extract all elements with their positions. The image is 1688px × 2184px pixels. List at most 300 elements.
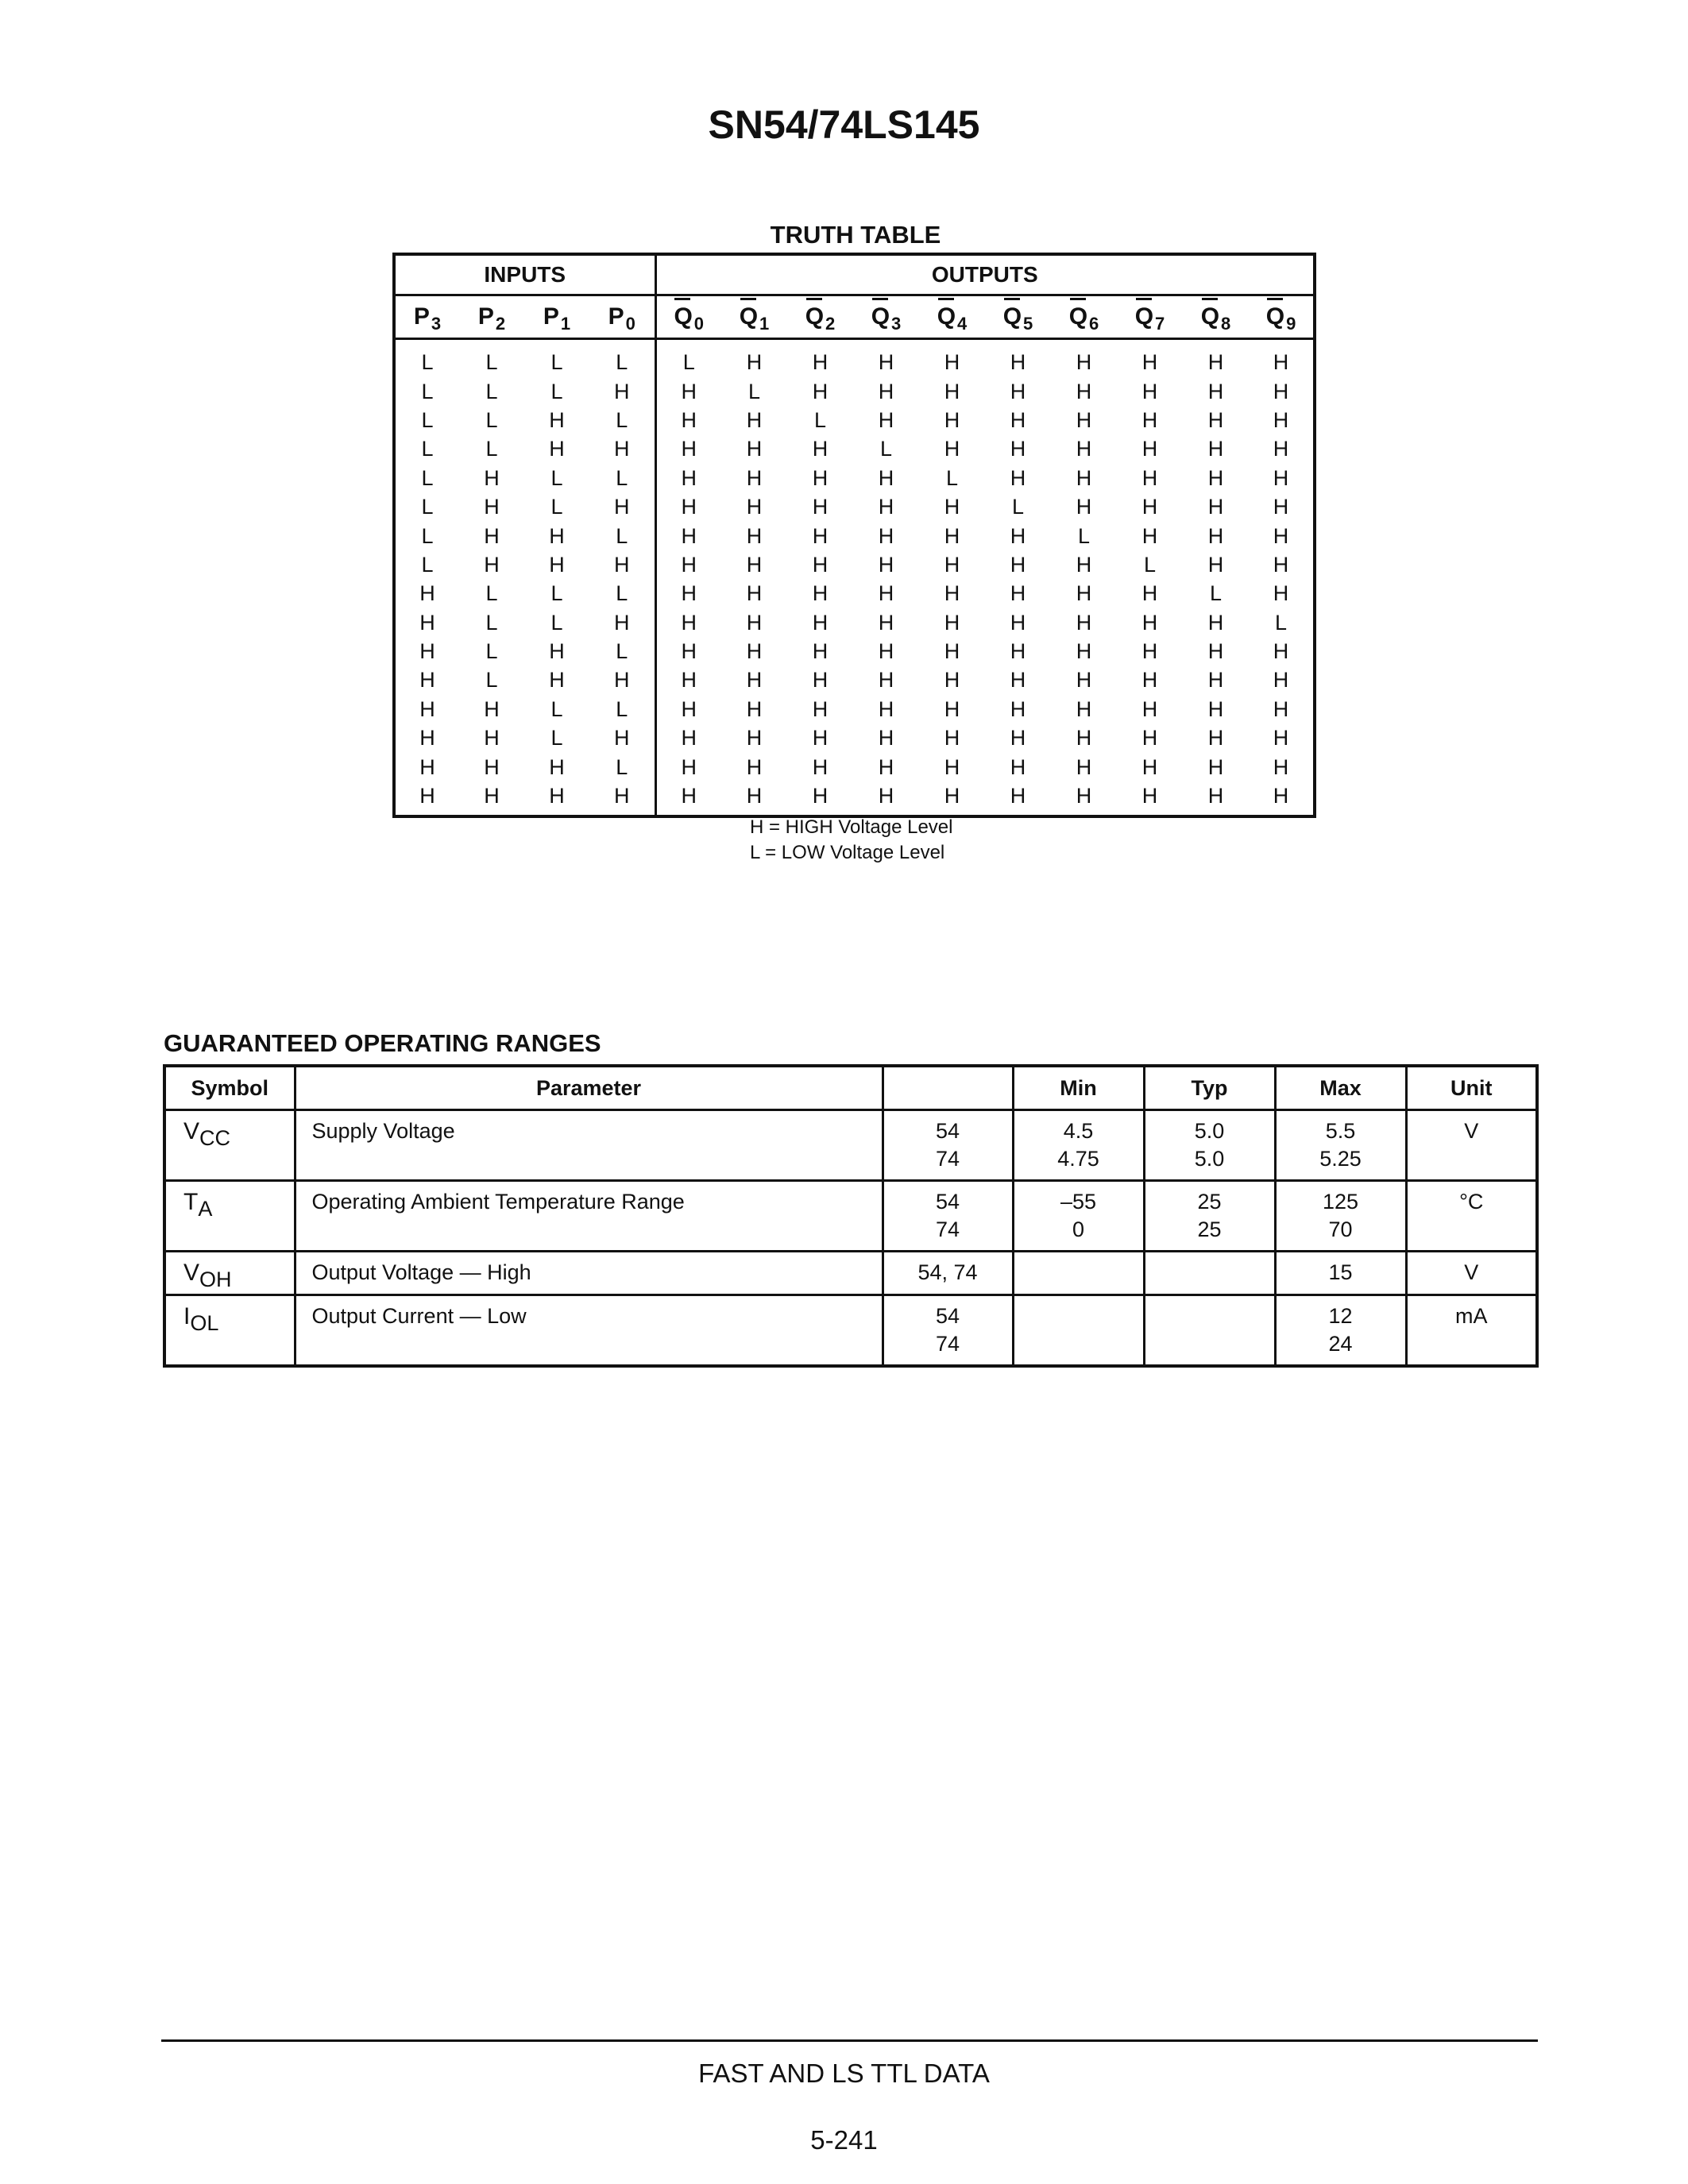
table-cell: H: [589, 723, 655, 752]
table-cell: L: [485, 610, 498, 635]
table-cell: H: [681, 639, 697, 664]
table-cell: H: [1076, 581, 1092, 606]
table-cell: L: [550, 379, 563, 403]
table-cell: L: [485, 639, 498, 664]
overbar: [674, 298, 690, 300]
table-cell: L: [1209, 581, 1223, 606]
table-cell: H: [1273, 407, 1289, 432]
table-cell: L: [682, 350, 695, 375]
table-cell: H: [944, 437, 960, 461]
table-cell: H: [1076, 495, 1092, 519]
table-cell: H: [681, 726, 697, 751]
col-subscript: 2: [825, 314, 836, 334]
table-row: [394, 464, 1315, 492]
footer-text: FAST AND LS TTL DATA: [698, 2059, 990, 2088]
table-cell: H: [1207, 726, 1224, 751]
output-col-header-q0: [655, 295, 721, 339]
table-cell: H: [1010, 581, 1026, 606]
typ-cell: [1144, 1252, 1275, 1295]
table-cell: H: [1010, 379, 1026, 403]
table-cell: L: [421, 437, 434, 461]
typ-value: 25: [1197, 1190, 1222, 1214]
overbar: [1202, 298, 1218, 300]
table-cell: L: [747, 379, 761, 403]
col-letter: Q: [1068, 303, 1088, 330]
table-cell: H: [878, 552, 894, 577]
table-cell: H: [944, 754, 960, 779]
table-cell: H: [484, 696, 500, 721]
table-cell: H: [1141, 350, 1158, 375]
parameter-cell: Supply Voltage: [295, 1110, 883, 1181]
table-cell: H: [944, 726, 960, 751]
col-letter: P: [608, 303, 624, 330]
page-number: 5-241: [810, 2125, 878, 2155]
table-cell: H: [1010, 523, 1026, 548]
table-cell: L: [589, 637, 655, 666]
min-cell: [1013, 1252, 1144, 1295]
min-value: 4.75: [1057, 1147, 1099, 1171]
table-cell: H: [1010, 784, 1026, 808]
max-value: 12: [1328, 1304, 1353, 1328]
inputs-group-header: INPUTS: [394, 254, 655, 295]
table-cell: H: [1207, 552, 1224, 577]
table-cell: H: [484, 754, 500, 779]
table-cell: L: [485, 437, 498, 461]
overbar: [1070, 298, 1086, 300]
table-cell: H: [878, 465, 894, 490]
table-cell: H: [549, 523, 565, 548]
overbar: [740, 298, 756, 300]
table-cell: H: [681, 784, 697, 808]
table-row: [394, 781, 1315, 816]
table-cell: H: [878, 639, 894, 664]
col-letter: Q: [1134, 303, 1154, 330]
table-cell: H: [589, 492, 655, 521]
table-cell: H: [878, 350, 894, 375]
table-cell: H: [681, 754, 697, 779]
table-cell: H: [1207, 696, 1224, 721]
table-cell: H: [944, 379, 960, 403]
table-cell: H: [746, 495, 763, 519]
active-low-label: [674, 303, 705, 334]
table-cell: H: [1141, 696, 1158, 721]
min-cell: [1013, 1181, 1144, 1252]
table-cell: H: [746, 610, 763, 635]
col-letter: Q: [674, 303, 693, 330]
table-cell: L: [421, 495, 434, 519]
table-cell: L: [485, 407, 498, 432]
table-cell: H: [1076, 407, 1092, 432]
table-cell: H: [746, 350, 763, 375]
input-col-header-p3: [394, 295, 459, 339]
table-row: [394, 550, 1315, 579]
table-cell: H: [549, 784, 565, 808]
table-cell: L: [879, 437, 893, 461]
table-cell: L: [421, 350, 434, 375]
table-cell: H: [1273, 784, 1289, 808]
table-row: [394, 492, 1315, 521]
table-cell: L: [1143, 552, 1157, 577]
col-letter: Q: [805, 303, 825, 330]
table-cell: H: [681, 523, 697, 548]
table-cell: H: [812, 437, 829, 461]
table-cell: H: [878, 754, 894, 779]
input-col-header-p2: [459, 295, 524, 339]
header-device: [883, 1066, 1013, 1110]
table-cell: H: [549, 639, 565, 664]
table-cell: H: [1273, 726, 1289, 751]
table-cell: H: [878, 407, 894, 432]
device-cell: [883, 1295, 1013, 1367]
table-cell: H: [681, 610, 697, 635]
overbar: [1004, 298, 1020, 300]
table-cell: H: [681, 696, 697, 721]
table-cell: H: [681, 668, 697, 693]
table-cell: H: [549, 668, 565, 693]
col-letter: Q: [1265, 303, 1285, 330]
table-cell: L: [589, 339, 655, 377]
table-cell: H: [1141, 523, 1158, 548]
table-cell: H: [681, 581, 697, 606]
table-cell: L: [589, 579, 655, 608]
symbol-cell: [164, 1181, 295, 1252]
table-cell: H: [1141, 379, 1158, 403]
table-cell: H: [1141, 639, 1158, 664]
table-cell: H: [878, 581, 894, 606]
symbol-subscript: OL: [190, 1311, 219, 1335]
legend-low: L = LOW Voltage Level: [750, 842, 945, 863]
table-cell: H: [746, 696, 763, 721]
table-cell: L: [550, 465, 563, 490]
table-cell: L: [550, 495, 563, 519]
table-cell: H: [681, 407, 697, 432]
col-subscript: 0: [625, 314, 635, 334]
overbar: [1136, 298, 1152, 300]
output-col-header-q2: [787, 295, 853, 339]
table-cell: H: [1141, 668, 1158, 693]
table-cell: H: [812, 726, 829, 751]
max-cell: [1275, 1110, 1406, 1181]
active-low-label: [1200, 303, 1231, 334]
table-cell: H: [1273, 495, 1289, 519]
table-cell: H: [549, 754, 565, 779]
overbar: [806, 298, 822, 300]
active-low-label: [1134, 303, 1165, 334]
table-cell: H: [746, 581, 763, 606]
typ-value: 5.0: [1194, 1147, 1225, 1171]
symbol-cell: [164, 1110, 295, 1181]
table-cell: H: [1141, 726, 1158, 751]
table-cell: H: [812, 523, 829, 548]
unit-cell: V: [1406, 1252, 1537, 1295]
table-cell: H: [1010, 639, 1026, 664]
table-cell: H: [746, 784, 763, 808]
table-cell: H: [1207, 495, 1224, 519]
table-cell: H: [484, 465, 500, 490]
symbol-letter: V: [183, 1118, 200, 1144]
table-cell: H: [1076, 784, 1092, 808]
device-value: 54, 74: [917, 1260, 978, 1284]
table-cell: H: [1010, 696, 1026, 721]
table-row: [164, 1252, 1537, 1295]
table-cell: H: [1010, 407, 1026, 432]
output-col-header-q4: [919, 295, 985, 339]
col-subscript: 9: [1286, 314, 1296, 334]
table-cell: H: [419, 668, 435, 693]
table-cell: H: [944, 552, 960, 577]
table-cell: H: [549, 552, 565, 577]
table-cell: H: [746, 465, 763, 490]
max-value: 5.5: [1325, 1119, 1356, 1143]
table-cell: L: [550, 350, 563, 375]
typ-value: 25: [1197, 1217, 1222, 1241]
table-cell: L: [813, 407, 827, 432]
table-cell: H: [944, 495, 960, 519]
table-cell: H: [589, 376, 655, 405]
table-cell: H: [944, 784, 960, 808]
table-cell: H: [681, 437, 697, 461]
output-col-header-q8: [1183, 295, 1249, 339]
table-cell: H: [1273, 523, 1289, 548]
table-cell: H: [1076, 754, 1092, 779]
table-cell: H: [1207, 465, 1224, 490]
table-cell: H: [812, 581, 829, 606]
table-row: [394, 666, 1315, 694]
table-cell: L: [421, 523, 434, 548]
table-cell: H: [878, 523, 894, 548]
symbol-cell: [164, 1295, 295, 1367]
col-subscript: 8: [1221, 314, 1231, 334]
table-cell: H: [746, 437, 763, 461]
table-cell: L: [589, 695, 655, 723]
table-cell: L: [589, 464, 655, 492]
table-cell: H: [589, 781, 655, 816]
table-cell: H: [1141, 407, 1158, 432]
table-cell: L: [1275, 610, 1288, 635]
col-letter: P: [543, 303, 559, 330]
header-symbol: Symbol: [164, 1066, 295, 1110]
table-cell: L: [485, 581, 498, 606]
table-cell: H: [1076, 726, 1092, 751]
active-low-label: [937, 303, 968, 334]
table-row: [394, 637, 1315, 666]
symbol-cell: [164, 1252, 295, 1295]
table-cell: H: [419, 726, 435, 751]
table-cell: L: [1011, 495, 1025, 519]
parameter-cell: Operating Ambient Temperature Range: [295, 1181, 883, 1252]
table-row: [164, 1110, 1537, 1181]
max-cell: [1275, 1252, 1406, 1295]
table-cell: H: [1273, 350, 1289, 375]
table-cell: H: [944, 407, 960, 432]
device-value: 54: [935, 1304, 960, 1328]
output-col-header-q5: [985, 295, 1051, 339]
max-cell: [1275, 1181, 1406, 1252]
input-col-header-p0: [589, 295, 655, 339]
table-cell: H: [1207, 610, 1224, 635]
header-parameter: Parameter: [295, 1066, 883, 1110]
table-cell: L: [589, 521, 655, 550]
table-cell: H: [878, 379, 894, 403]
active-low-label: [805, 303, 836, 334]
table-cell: H: [484, 523, 500, 548]
max-cell: [1275, 1295, 1406, 1367]
parameter-cell: Output Current — Low: [295, 1295, 883, 1367]
table-cell: H: [812, 639, 829, 664]
overbar: [1267, 298, 1283, 300]
table-cell: H: [549, 407, 565, 432]
table-cell: H: [812, 465, 829, 490]
table-cell: H: [1273, 696, 1289, 721]
min-value: 4.5: [1063, 1119, 1094, 1143]
table-cell: H: [1273, 581, 1289, 606]
active-low-label: [739, 303, 770, 334]
table-row: [394, 521, 1315, 550]
table-cell: H: [746, 726, 763, 751]
col-letter: Q: [1002, 303, 1022, 330]
symbol-subscript: A: [198, 1197, 213, 1221]
min-cell: [1013, 1295, 1144, 1367]
table-cell: H: [419, 754, 435, 779]
col-subscript: 3: [891, 314, 902, 334]
unit-cell: °C: [1406, 1181, 1537, 1252]
symbol-subscript: OH: [199, 1268, 232, 1291]
table-cell: H: [812, 350, 829, 375]
table-cell: H: [1207, 379, 1224, 403]
col-letter: Q: [739, 303, 759, 330]
table-cell: H: [944, 610, 960, 635]
table-cell: H: [1273, 668, 1289, 693]
table-cell: H: [1207, 407, 1224, 432]
table-cell: H: [878, 495, 894, 519]
input-col-header-p1: [524, 295, 589, 339]
table-cell: L: [550, 696, 563, 721]
table-row: [164, 1295, 1537, 1367]
outputs-group-header: OUTPUTS: [655, 254, 1315, 295]
col-letter: Q: [937, 303, 956, 330]
table-row: [394, 723, 1315, 752]
table-cell: H: [944, 696, 960, 721]
header-min: Min: [1013, 1066, 1144, 1110]
device-value: 54: [935, 1190, 960, 1214]
table-cell: H: [878, 784, 894, 808]
col-letter: Q: [1200, 303, 1220, 330]
table-row: [394, 579, 1315, 608]
active-low-label: [1265, 303, 1296, 334]
table-cell: H: [812, 696, 829, 721]
footer-divider: [161, 2039, 1538, 2042]
table-row: [164, 1181, 1537, 1252]
table-cell: H: [589, 550, 655, 579]
device-value: 74: [935, 1217, 960, 1241]
table-cell: H: [1207, 639, 1224, 664]
table-cell: H: [589, 666, 655, 694]
col-subscript: 2: [495, 314, 506, 334]
table-cell: L: [485, 668, 498, 693]
table-row: [394, 406, 1315, 434]
table-cell: L: [550, 726, 563, 751]
table-cell: H: [746, 407, 763, 432]
table-cell: H: [1010, 350, 1026, 375]
col-letter: P: [413, 303, 430, 330]
table-cell: H: [1207, 350, 1224, 375]
unit-cell: V: [1406, 1110, 1537, 1181]
active-low-label: [871, 303, 902, 334]
device-cell: [883, 1110, 1013, 1181]
table-cell: H: [1273, 639, 1289, 664]
col-subscript: 3: [431, 314, 442, 334]
header-typ: Typ: [1144, 1066, 1275, 1110]
symbol-letter: I: [183, 1303, 191, 1329]
device-cell: [883, 1181, 1013, 1252]
table-cell: H: [589, 434, 655, 463]
active-low-label: [1002, 303, 1033, 334]
typ-cell: [1144, 1181, 1275, 1252]
table-cell: H: [812, 754, 829, 779]
col-subscript: 6: [1089, 314, 1099, 334]
table-cell: L: [945, 465, 959, 490]
typ-cell: [1144, 1295, 1275, 1367]
max-value: 5.25: [1319, 1147, 1362, 1171]
table-cell: H: [746, 639, 763, 664]
overbar: [938, 298, 954, 300]
table-cell: H: [1141, 495, 1158, 519]
truth-table: [392, 253, 1316, 818]
table-cell: L: [421, 465, 434, 490]
table-cell: H: [812, 610, 829, 635]
col-subscript: 4: [957, 314, 968, 334]
table-cell: H: [878, 668, 894, 693]
output-col-header-q1: [721, 295, 787, 339]
symbol-letter: T: [183, 1189, 199, 1215]
table-cell: L: [485, 350, 498, 375]
device-cell: [883, 1252, 1013, 1295]
min-cell: [1013, 1110, 1144, 1181]
table-cell: H: [812, 784, 829, 808]
table-cell: H: [1076, 639, 1092, 664]
table-cell: H: [484, 726, 500, 751]
max-value: 15: [1328, 1260, 1353, 1284]
truth-table-title: TRUTH TABLE: [770, 221, 941, 249]
table-cell: H: [1207, 668, 1224, 693]
col-subscript: 1: [759, 314, 770, 334]
table-cell: H: [1273, 437, 1289, 461]
table-cell: H: [1141, 754, 1158, 779]
table-cell: H: [1141, 465, 1158, 490]
table-cell: H: [1141, 784, 1158, 808]
table-cell: H: [1273, 552, 1289, 577]
table-row: [394, 695, 1315, 723]
table-cell: H: [944, 639, 960, 664]
table-cell: L: [421, 552, 434, 577]
col-subscript: 5: [1023, 314, 1033, 334]
table-cell: H: [1141, 437, 1158, 461]
output-col-header-q7: [1117, 295, 1183, 339]
overbar: [872, 298, 888, 300]
table-cell: L: [421, 407, 434, 432]
table-cell: H: [944, 581, 960, 606]
col-subscript: 0: [693, 314, 705, 334]
table-cell: H: [484, 495, 500, 519]
col-letter: Q: [871, 303, 890, 330]
unit-cell: mA: [1406, 1295, 1537, 1367]
table-cell: H: [812, 379, 829, 403]
symbol-letter: V: [183, 1260, 200, 1286]
header-unit: Unit: [1406, 1066, 1537, 1110]
table-cell: H: [1273, 754, 1289, 779]
table-cell: H: [1010, 552, 1026, 577]
operating-ranges-table: [163, 1064, 1539, 1368]
